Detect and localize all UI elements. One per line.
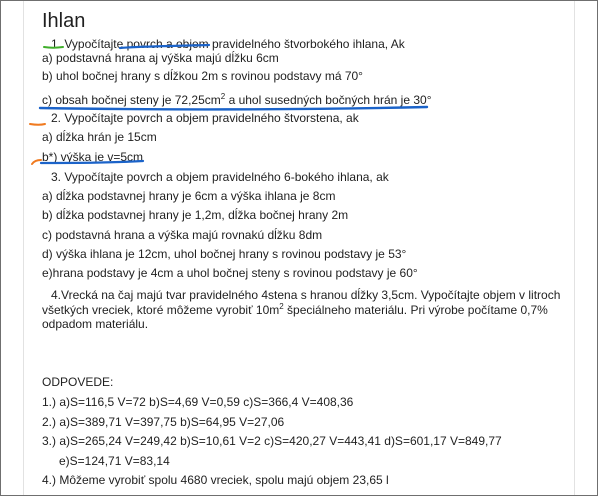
problem-2-heading: 2. Vypočítajte povrch a objem pravidelného štvorstena, ak <box>51 111 359 125</box>
problem-2-b: b*) výška je v=5cm <box>42 150 144 164</box>
page-title: Ihlan <box>42 10 86 32</box>
answer-1: 1.) a)S=116,5 V=72 b)S=4,69 V=0,59 c)S=366,4 V=408,36 <box>42 395 354 409</box>
problem-4-line-3: odpadom materiálu. <box>42 317 149 331</box>
answer-3: 3.) a)S=265,24 V=249,42 b)S=10,61 V=2 c)S=420,27 V=443,41 d)S=601,17 V=849,77 <box>42 434 502 448</box>
problem-1-c-sup: 2 <box>220 92 226 101</box>
problem-4-line-2-pre: všetkých vreciek, ktoré môžeme vyrobiť 10m <box>42 303 280 317</box>
problem-3-d: d) výška ihlana je 12cm, uhol bočnej hrany s rovinou podstavy je 53° <box>42 247 407 261</box>
answer-2: 2.) a)S=389,71 V=397,75 b)S=64,95 V=27,06 <box>42 415 285 429</box>
problem-1-c-post: a uhol susedných bočných hrán je 30° <box>225 93 432 107</box>
problem-4-line-1: 4.Vrecká na čaj majú tvar pravidelného 4stena s hranou dĺžky 3,5cm. Vypočítajte objem v litroch <box>51 288 561 302</box>
problem-1-heading-post: pravidelného štvorbokého ihlana, Ak <box>208 37 405 51</box>
problem-1-heading-pre: 1. Vypočítajte <box>51 37 127 51</box>
answer-3-e: e)S=124,71 V=83,14 <box>59 454 170 468</box>
problem-4-line-2-post: špeciálneho materiálu. Pri výrobe počítame 0,7% <box>283 303 548 317</box>
problem-1-heading <box>51 37 405 51</box>
problem-2-a: a) dĺžka hrán je 15cm <box>42 130 157 144</box>
problem-1-a: a) podstavná hrana aj výška majú dĺžku 6cm <box>42 51 279 65</box>
problem-4-line-2 <box>42 303 548 317</box>
problem-3-c: c) podstavná hrana a výška majú rovnakú dĺžku 8dm <box>42 228 323 242</box>
problem-1-b: b) uhol bočnej hrany s dĺžkou 2m s rovinou podstavy má 70° <box>42 69 363 83</box>
problem-3-e: e)hrana podstavy je 4cm a uhol bočnej steny s rovinou podstavy je 60° <box>42 266 418 280</box>
problem-4-line-2-sup: 2 <box>279 302 284 311</box>
problem-1-c-pre: c) obsah bočnej steny je 72,25cm <box>42 93 221 107</box>
problem-1-c <box>42 93 432 107</box>
problem-3-b: b) dĺžka podstavnej hrany je 1,2m, dĺžka bočnej hrany 2m <box>42 208 349 222</box>
problem-1-heading-highlight: povrch a objem <box>126 37 209 51</box>
answers-heading: ODPOVEDE: <box>42 375 114 389</box>
problem-3-a: a) dĺžka podstavnej hrany je 6cm a výška ihlana je 8cm <box>42 189 336 203</box>
answer-4: 4.) Môžeme vyrobiť spolu 4680 vreciek, spolu majú objem 23,65 l <box>42 473 389 487</box>
problem-3-heading: 3. Vypočítajte povrch a objem pravidelného 6-bokého ihlana, ak <box>51 170 389 184</box>
